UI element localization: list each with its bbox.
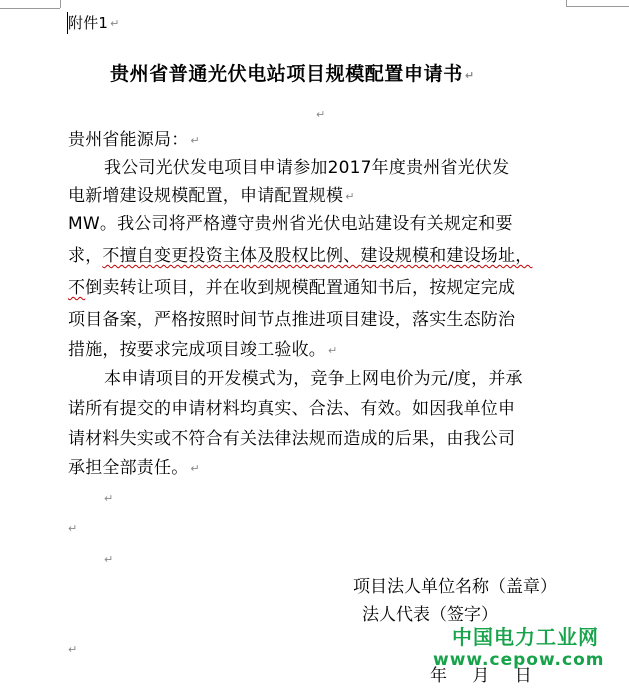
paragraph2-line3[interactable] (68, 428, 515, 450)
attachment-label[interactable] (68, 12, 120, 35)
paragraph1-line4[interactable] (68, 245, 532, 267)
paragraph-mark: ↵ (68, 522, 78, 535)
paragraph1-line1[interactable] (104, 157, 509, 179)
document-title[interactable] (110, 59, 475, 86)
paragraph-mark: ↵ (110, 17, 120, 30)
paragraph2-line1[interactable] (104, 368, 523, 390)
paragraph-mark: ↵ (104, 553, 114, 566)
paragraph-mark: ↵ (104, 492, 114, 505)
paragraph1-line4-text-a: 求， (68, 246, 103, 266)
paragraph1-line5-text-b: 倒卖转让项目，并在收到规模配置通知书后，按规定完成 (85, 278, 516, 298)
paragraph1-line5-text-a: 不 (68, 278, 86, 298)
paragraph1-line4-text-b: 不擅自变更投资主体及股权比例、建设规模和建设场址， (102, 246, 533, 266)
paragraph-mark: ↵ (464, 69, 475, 82)
page-corner-mark-top-left (0, 0, 60, 9)
paragraph1-line3[interactable] (68, 213, 513, 235)
paragraph-mark: ↵ (190, 462, 200, 475)
salutation[interactable] (68, 129, 200, 152)
watermark-url (433, 650, 605, 670)
document-title-text: 贵州省普通光伏电站项目规模配置申请书 (110, 63, 463, 85)
signature-date-text: 年 月 日 (430, 666, 542, 686)
paragraph1-line3-text: MW。我公司将严格遵守贵州省光伏电站建设有关规定和要 (68, 214, 513, 234)
paragraph1-line6-text: 项目备案，严格按照时间节点推进项目建设，落实生态防治 (68, 310, 516, 330)
watermark-site-name-text: 中国电力工业网 (452, 625, 599, 649)
paragraph1-line7[interactable] (68, 339, 337, 362)
paragraph1-line5[interactable] (68, 277, 515, 299)
attachment-label-text: 附件1 (68, 14, 109, 32)
paragraph2-line2-text: 诺所有提交的申请材料均真实、合法、有效。如因我单位申 (68, 399, 516, 419)
paragraph2-line1-text: 本申请项目的开发模式为，竞争上网电价为元/度，并承 (104, 369, 523, 389)
paragraph-mark: ↵ (190, 134, 200, 147)
page-corner-mark-top-left-vertical (60, 0, 62, 8)
paragraph1-line1-text: 我公司光伏发电项目申请参加2017年度贵州省光伏发 (104, 158, 510, 178)
paragraph1-line2[interactable] (68, 185, 355, 208)
paragraph1-line6[interactable] (68, 309, 515, 331)
watermark-site-name (452, 621, 599, 650)
paragraph2-line4[interactable] (68, 457, 200, 480)
signature-representative-text: 法人代表（签字） (362, 605, 498, 625)
page-corner-mark-top-right (566, 6, 629, 8)
salutation-text: 贵州省能源局： (68, 130, 189, 150)
signature-unit-text: 项目法人单位名称（盖章） (353, 577, 557, 597)
signature-unit-line[interactable] (353, 576, 557, 598)
paragraph-mark: ↵ (345, 190, 355, 203)
paragraph2-line2[interactable] (68, 398, 515, 420)
paragraph1-line2-text: 电新增建设规模配置，申请配置规模 (68, 186, 344, 206)
paragraph-mark: ↵ (328, 344, 338, 357)
paragraph-mark: ↵ (316, 108, 326, 121)
watermark-url-text: www.cepow.com (433, 650, 605, 670)
paragraph2-line3-text: 请材料失实或不符合有关法律法规而造成的后果，由我公司 (68, 429, 516, 449)
paragraph2-line4-text: 承担全部责任。 (68, 458, 189, 478)
paragraph1-line7-text: 措施，按要求完成项目竣工验收。 (68, 340, 326, 360)
paragraph-mark: ↵ (68, 643, 78, 656)
